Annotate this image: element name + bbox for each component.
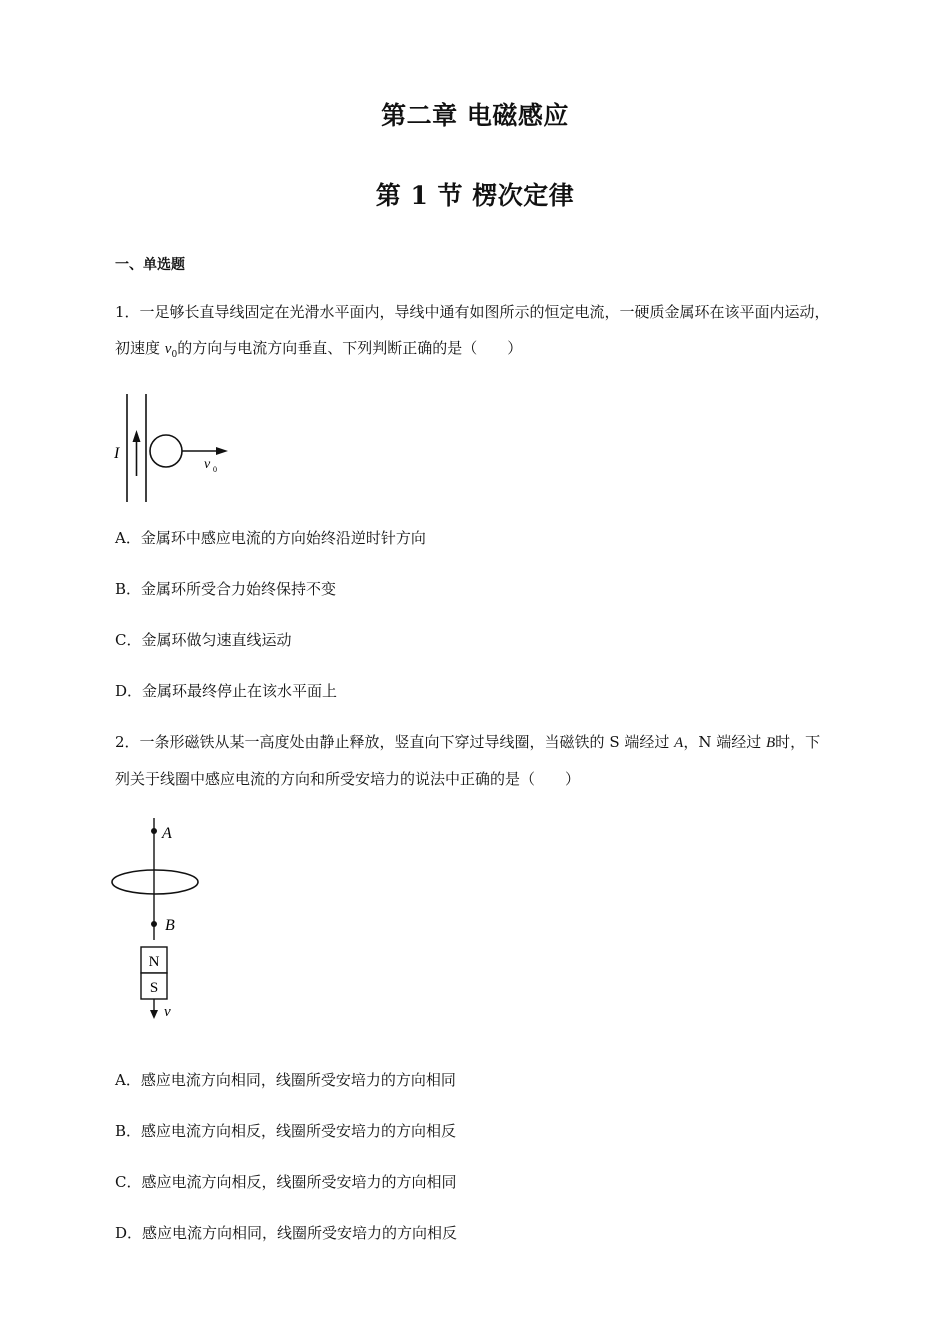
point-b-ref: B (765, 735, 776, 751)
q2-option-d[interactable]: D．感应电流方向相同，线圈所受安培力的方向相反 (115, 1224, 458, 1242)
q2-option-c[interactable]: C．感应电流方向相反，线圈所受安培力的方向相同 (115, 1173, 457, 1191)
velocity-label: v (204, 457, 211, 472)
wire-coil (112, 870, 198, 894)
question-1-text-a: 1．一足够长直导线固定在光滑水平面内，导线中通有如图所示的恒定电流，一硬质金属环在该平面内运动，初速度 (115, 303, 830, 357)
question-2-figure (108, 812, 218, 1024)
velocity-label: v (164, 1004, 171, 1020)
point-a-ref: A (674, 735, 684, 751)
v0-symbol: v (164, 341, 172, 357)
question-2-stem (115, 724, 835, 797)
current-label: I (114, 445, 120, 462)
current-arrow-head (133, 430, 141, 442)
label-b: B (165, 917, 175, 934)
label-a: A (162, 825, 172, 842)
q1-option-c[interactable]: C．金属环做匀速直线运动 (115, 631, 292, 649)
q2-option-a[interactable]: A．感应电流方向相同，线圈所受安培力的方向相同 (115, 1071, 456, 1089)
q1-option-a[interactable]: A．金属环中感应电流的方向始终沿逆时针方向 (115, 529, 426, 547)
magnet-n-label: N (148, 954, 160, 970)
question-2-text-c: 时，下列关于线圈中感应电流的方向和所受安培力的说法中正确的是（ ） (115, 733, 821, 788)
point-a-dot (151, 828, 157, 834)
question-1-figure (110, 388, 240, 506)
q1-option-b[interactable]: B．金属环所受合力始终保持不变 (115, 580, 337, 598)
question-1-text-b: 的方向与电流方向垂直、下列判断正确的是（ ） (177, 339, 523, 357)
metal-ring (150, 435, 182, 467)
velocity-arrow-head (216, 447, 228, 455)
point-b-dot (151, 921, 157, 927)
chapter-title: 第二章 电磁感应 (381, 101, 569, 130)
part-heading: 一、单选题 (115, 257, 185, 273)
v0-subscript: 0 (171, 350, 178, 360)
magnet-s-label: S (149, 980, 159, 996)
section-title: 第 1 节 楞次定律 (375, 181, 575, 210)
velocity-subscript: 0 (213, 465, 217, 474)
q2-option-b[interactable]: B．感应电流方向相反，线圈所受安培力的方向相反 (115, 1122, 457, 1140)
q1-option-d[interactable]: D．金属环最终停止在该水平面上 (115, 682, 338, 700)
question-2-text-a: 2．一条形磁铁从某一高度处由静止释放，竖直向下穿过导线圈，当磁铁的 S 端经过 (115, 733, 675, 751)
question-2-text-b: ，N 端经过 (683, 733, 766, 751)
velocity-arrow-head (150, 1010, 158, 1019)
question-1-stem (115, 294, 835, 373)
